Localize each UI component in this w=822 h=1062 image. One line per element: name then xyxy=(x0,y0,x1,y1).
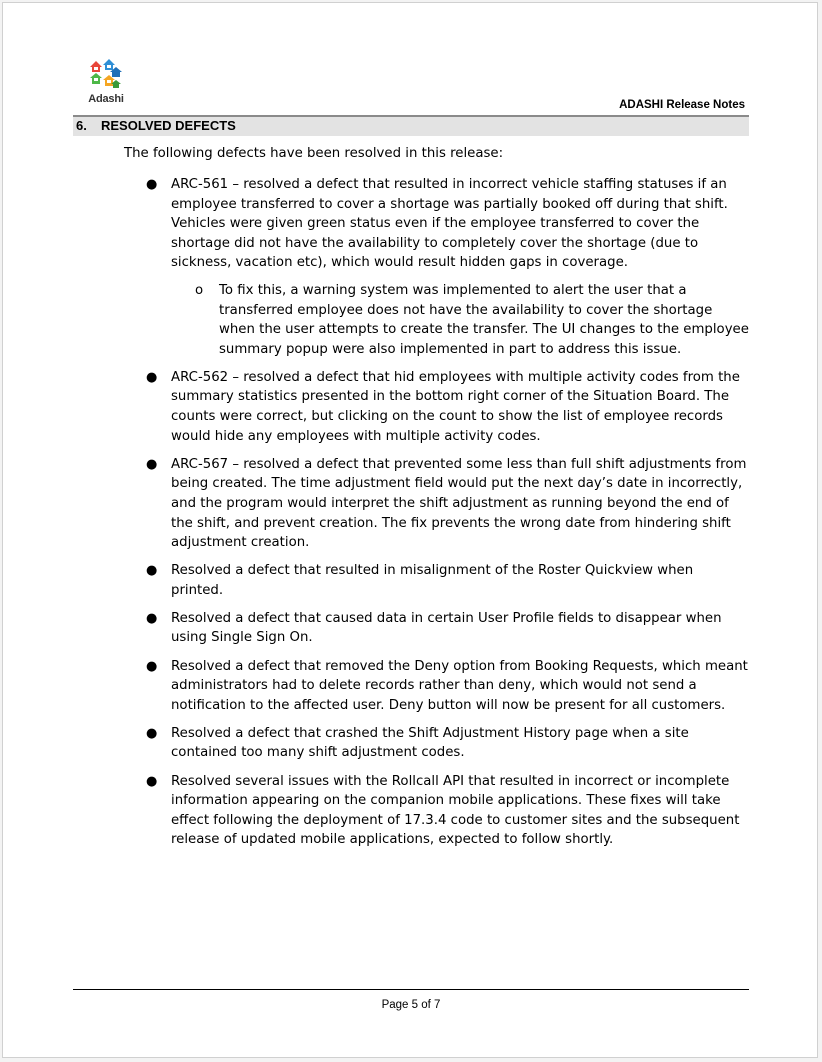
footer-divider xyxy=(73,989,749,990)
section-title: RESOLVED DEFECTS xyxy=(101,118,236,133)
list-item-text: Resolved several issues with the Rollcall API that resulted in incorrect or incomplete information appearing on the companion mobile applications. These fixes will take effect following the deployment of 17.3.4 code to customer sites and the subsequent release of updated mobile applications, expected to follow shortly. xyxy=(171,773,740,848)
list-item xyxy=(146,368,749,446)
section-intro: The following defects have been resolved in this release: xyxy=(124,146,504,161)
defect-list xyxy=(146,175,749,858)
adashi-logo-icon xyxy=(87,57,125,93)
page-number: Page 5 of 7 xyxy=(381,999,441,1011)
document-page xyxy=(2,2,818,1058)
bullet-circle-icon: o xyxy=(195,282,204,298)
document-title: ADASHI Release Notes xyxy=(619,99,745,111)
list-item xyxy=(146,657,749,716)
bullet-dot-icon: ● xyxy=(146,177,158,192)
list-item-text: ARC-567 – resolved a defect that prevented some less than full shift adjustments from being created. The time adjustment field would put the next day’s date in incorrectly, and the program would interpret the shift adjustment as running beyond the end of the shift, and prevent creation. The fix prevents the wrong date from hindering shift adjustment creation. xyxy=(171,456,747,551)
list-item-text: ARC-561 – resolved a defect that resulted in incorrect vehicle staffing statuses if an employee transferred to cover a shortage was partially booked off during that shift. Vehicles were given green status even if the employee transferred to cover the shortage did not have the availability to completely cover the shortage (due to sickness, vacation etc), which would result hidden gaps in coverage. xyxy=(171,177,728,271)
sub-list xyxy=(195,281,749,359)
section-number: 6. xyxy=(76,118,87,133)
bullet-dot-icon: ● xyxy=(146,610,158,626)
bullet-dot-icon: ● xyxy=(146,658,158,674)
list-item-text: Resolved a defect that caused data in certain User Profile fields to disappear when using Single Sign On. xyxy=(171,610,722,646)
bullet-dot-icon: ● xyxy=(146,563,158,579)
list-item xyxy=(146,561,749,600)
list-item xyxy=(146,609,749,648)
list-item xyxy=(146,175,749,359)
list-item-text: Resolved a defect that crashed the Shift Adjustment History page when a site contained too many shift adjustment codes. xyxy=(171,725,689,761)
section-heading xyxy=(76,118,236,133)
list-item xyxy=(146,455,749,553)
list-item xyxy=(146,724,749,763)
list-item-text: Resolved a defect that resulted in misalignment of the Roster Quickview when printed. xyxy=(171,563,694,598)
list-item-text: Resolved a defect that removed the Deny option from Booking Requests, which meant administrators had to delete records rather than deny, which would not send a notification to the affected user. Deny button will now be present for all customers. xyxy=(171,658,748,713)
bullet-dot-icon: ● xyxy=(146,773,158,789)
sub-list-item-text: To fix this, a warning system was implemented to alert the user that a transferred employee does not have the availability to cover the shortage when the user attempts to create the transfer. The UI changes to the employee summary popup were also implemented in part to address this issue. xyxy=(219,282,749,357)
logo-text: Adashi xyxy=(88,93,124,105)
bullet-dot-icon: ● xyxy=(146,456,158,472)
sub-list-item xyxy=(195,281,749,359)
list-item xyxy=(146,772,749,850)
bullet-dot-icon: ● xyxy=(146,369,158,385)
bullet-dot-icon: ● xyxy=(146,725,158,741)
adashi-logo xyxy=(83,57,131,109)
list-item-text: ARC-562 – resolved a defect that hid employees with multiple activity codes from the summary statistics presented in the bottom right corner of the Situation Board. The counts were correct, but clicking on the count to show the list of employee records would hide any employees with multiple activity codes. xyxy=(171,369,740,444)
